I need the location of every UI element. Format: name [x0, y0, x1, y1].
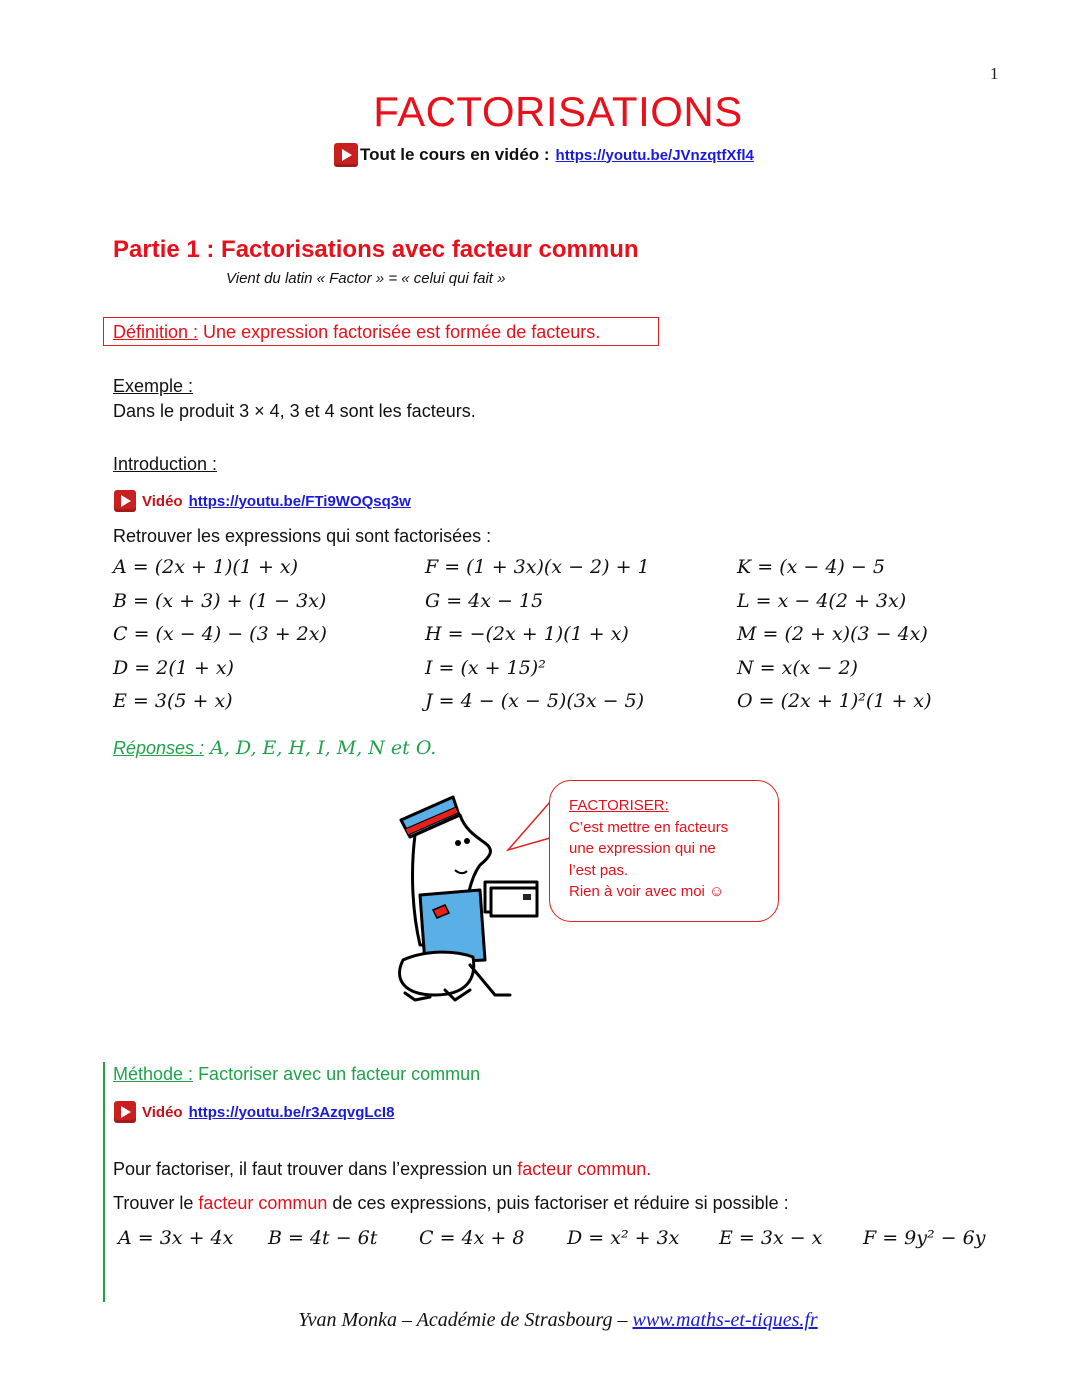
youtube-play-icon[interactable]: [114, 1101, 136, 1123]
expression-i: I = (x + 15)²: [425, 656, 546, 679]
method-text: Pour factoriser, il faut trouver dans l’expression un: [113, 1159, 518, 1179]
method-text: Trouver le: [113, 1193, 199, 1213]
expression-k: K = (x − 4) − 5: [737, 556, 885, 578]
expression-l: L = x − 4(2 + 3x): [737, 589, 907, 612]
intro-prompt: Retrouver les expressions qui sont factorisées :: [113, 526, 492, 546]
definition-box: [103, 317, 659, 346]
expression-d: D = 2(1 + x): [113, 656, 234, 679]
intro-video-link[interactable]: https://youtu.be/FTi9WOQsq3w: [188, 492, 411, 510]
definition-text: Une expression factorisée est formée de facteurs.: [198, 322, 601, 342]
speech-bubble-tail: [505, 800, 555, 855]
page-number: 1: [990, 64, 999, 83]
bubble-line: C’est mettre en facteurs: [569, 818, 729, 836]
method-line-2: [113, 1193, 789, 1214]
method-video-line: [114, 1101, 394, 1123]
method-video-link[interactable]: https://youtu.be/r3AzqvgLcI8: [188, 1103, 395, 1121]
expression-h: H = −(2x + 1)(1 + x): [425, 623, 629, 645]
expression-j: J = 4 − (x − 5)(3x − 5): [425, 690, 645, 712]
method-heading: [113, 1064, 480, 1085]
exercise-d: D = x² + 3x: [567, 1227, 680, 1249]
youtube-play-icon[interactable]: [114, 490, 136, 512]
exercise-e: E = 3x − x: [719, 1227, 823, 1249]
course-video-label: Tout le cours en vidéo :: [360, 145, 550, 164]
method-left-border: [103, 1062, 105, 1302]
video-label: Vidéo: [142, 1103, 183, 1121]
youtube-play-icon[interactable]: [334, 143, 358, 167]
expression-n: N = x(x − 2): [737, 656, 858, 679]
highlight-common-factor: facteur commun: [198, 1193, 328, 1213]
example-label: Exemple :: [113, 376, 194, 396]
expression-a: A = (2x + 1)(1 + x): [113, 556, 299, 578]
intro-video-line: [114, 490, 411, 512]
course-video-line: [334, 143, 754, 167]
expression-b: B = (x + 3) + (1 − 3x): [113, 589, 327, 612]
expression-f: F = (1 + 3x)(x − 2) + 1: [425, 556, 650, 578]
exercise-f: F = 9y² − 6y: [863, 1227, 986, 1249]
expressions-column-2: [425, 551, 650, 719]
footer: [0, 1309, 1080, 1332]
expression-o: O = (2x + 1)²(1 + x): [737, 690, 932, 712]
expressions-column-3: [737, 551, 932, 719]
etymology-note: Vient du latin « Factor » = « celui qui fait »: [226, 270, 506, 287]
bubble-line: l’est pas.: [569, 861, 629, 879]
method-text: de ces expressions, puis factoriser et réduire si possible :: [327, 1193, 789, 1213]
answers-line: [113, 737, 436, 759]
answers-text: A, D, E, H, I, M, N et O.: [204, 737, 437, 759]
course-video-link[interactable]: https://youtu.be/JVnzqtfXfl4: [555, 146, 754, 164]
expression-m: M = (2 + x)(3 − 4x): [737, 623, 928, 645]
highlight-common-factor: facteur commun.: [517, 1159, 652, 1179]
example-text: Dans le produit 3 × 4, 3 et 4 sont les facteurs.: [113, 401, 476, 421]
definition-label: Définition :: [113, 322, 199, 342]
footer-author: Yvan Monka – Académie de Strasbourg –: [298, 1309, 633, 1331]
exercise-b: B = 4t − 6t: [268, 1227, 378, 1249]
answers-label: Réponses :: [113, 738, 205, 758]
method-label: Méthode :: [113, 1064, 194, 1084]
introduction-label: Introduction :: [113, 454, 218, 474]
exercise-a: A = 3x + 4x: [118, 1227, 234, 1249]
footer-link[interactable]: www.maths-et-tiques.fr: [632, 1309, 818, 1331]
method-title: Factoriser avec un facteur commun: [193, 1064, 481, 1084]
bubble-line: Rien à voir avec moi ☺: [569, 883, 725, 900]
page-title: FACTORISATIONS: [373, 88, 743, 135]
method-expressions: [118, 1227, 985, 1249]
method-line-1: [113, 1159, 651, 1180]
bubble-title: FACTORISER:: [569, 797, 669, 814]
video-label: Vidéo: [142, 492, 183, 510]
speech-bubble: [549, 780, 779, 922]
section-title-part1: Partie 1 : Factorisations avec facteur commun: [113, 236, 639, 263]
expression-g: G = 4x − 15: [425, 589, 544, 612]
expression-c: C = (x − 4) − (3 + 2x): [113, 623, 327, 645]
expression-e: E = 3(5 + x): [113, 690, 233, 712]
expressions-column-1: [113, 551, 327, 719]
exercise-c: C = 4x + 8: [419, 1227, 525, 1249]
bubble-line: une expression qui ne: [569, 840, 716, 857]
